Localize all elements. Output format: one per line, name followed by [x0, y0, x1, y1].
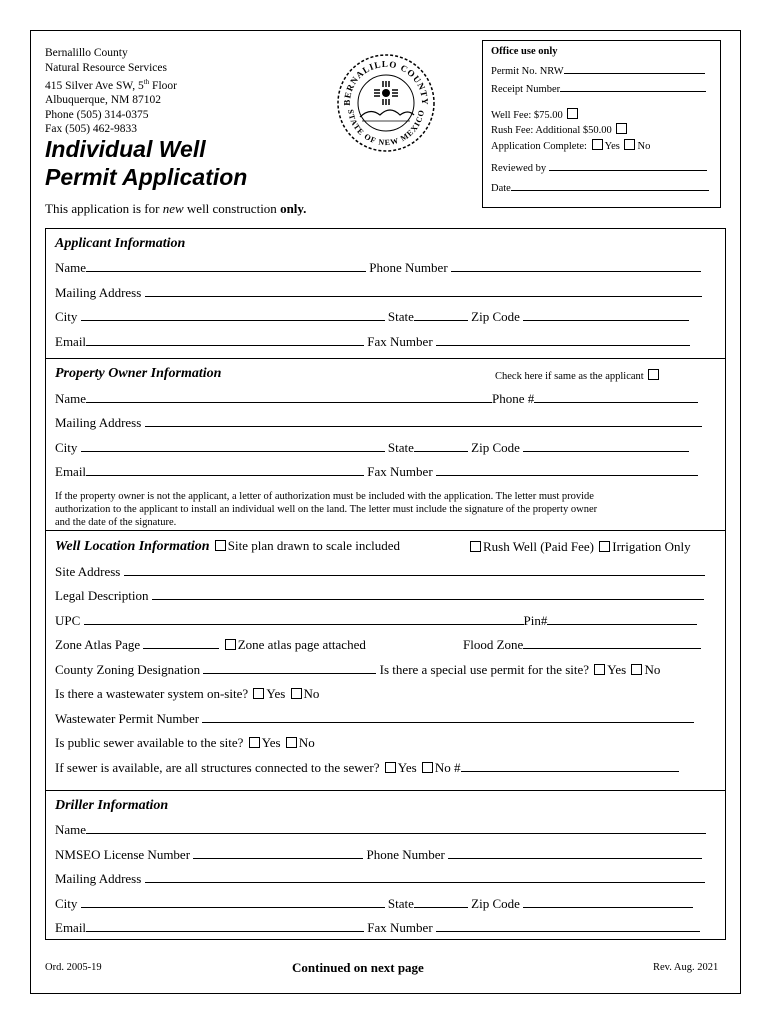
applicant-phone-field[interactable]	[451, 260, 701, 272]
public-sewer-row: Is public sewer available to the site? Yes No	[55, 735, 315, 750]
page-title: Individual Well Permit Application	[45, 136, 248, 190]
reviewed-by-row: Reviewed by	[491, 159, 712, 175]
driller-email-row: Email Fax Number	[55, 920, 717, 936]
connected-no-number-field[interactable]	[461, 760, 679, 772]
owner-name-field[interactable]	[86, 391, 492, 403]
applicant-zip-field[interactable]	[523, 309, 689, 321]
driller-license-field[interactable]	[193, 847, 363, 859]
owner-same-row: Check here if same as the applicant	[495, 369, 717, 382]
applicant-city-field[interactable]	[81, 309, 385, 321]
footer-ordinance: Ord. 2005-19	[45, 962, 102, 973]
owner-city-row: City State Zip Code	[55, 440, 717, 456]
site-plan-checkbox[interactable]	[215, 540, 226, 551]
driller-mailing-row: Mailing Address	[55, 871, 717, 887]
application-complete-row: Application Complete: Yes No	[491, 140, 651, 152]
applicant-mailing-row: Mailing Address	[55, 285, 717, 301]
driller-section	[46, 790, 725, 942]
driller-license-row: NMSEO License Number Phone Number	[55, 847, 717, 863]
reviewed-by-field[interactable]	[549, 159, 707, 171]
agency-street: 415 Silver Ave SW, 5th Floor	[45, 78, 177, 92]
location-heading-row: Well Location Information Site plan drawn to scale included	[55, 538, 400, 554]
owner-name-row: Name Phone #	[55, 391, 717, 407]
special-use-no-checkbox[interactable]	[631, 664, 642, 675]
receipt-number-row: Receipt Number	[491, 80, 712, 96]
owner-section	[46, 358, 725, 531]
wastewater-row: Is there a wastewater system on-site? Yes No	[55, 686, 320, 701]
driller-name-field[interactable]	[86, 822, 706, 834]
upc-row: UPC Pin#	[55, 613, 717, 629]
zoning-designation-field[interactable]	[203, 662, 376, 674]
site-address-field[interactable]	[124, 564, 705, 576]
zone-atlas-attached-checkbox[interactable]	[225, 639, 236, 650]
connected-no-checkbox[interactable]	[422, 762, 433, 773]
sewer-connected-row: If sewer is available, are all structures connected to the sewer? Yes No #	[55, 760, 717, 776]
application-form	[45, 228, 726, 940]
well-fee-row: Well Fee: $75.00	[491, 108, 712, 124]
driller-email-field[interactable]	[86, 920, 364, 932]
driller-state-field[interactable]	[414, 896, 468, 908]
connected-yes-checkbox[interactable]	[385, 762, 396, 773]
zone-atlas-row: Zone Atlas Page Zone atlas page attached	[55, 637, 366, 652]
owner-zip-field[interactable]	[523, 440, 689, 452]
svg-text:BERNALILLO COUNTY: BERNALILLO COUNTY	[341, 58, 431, 106]
rush-fee-row: Rush Fee: Additional $50.00	[491, 123, 712, 139]
sewer-yes-checkbox[interactable]	[249, 737, 260, 748]
sewer-no-checkbox[interactable]	[286, 737, 297, 748]
driller-zip-field[interactable]	[523, 896, 693, 908]
county-seal-logo	[336, 53, 436, 153]
applicant-state-field[interactable]	[414, 309, 468, 321]
driller-fax-field[interactable]	[436, 920, 700, 932]
office-date-row: Date	[491, 179, 712, 195]
agency-name: Bernalillo County	[45, 47, 128, 59]
owner-mailing-field[interactable]	[145, 415, 702, 427]
agency-fax: Fax (505) 462-9833	[45, 123, 137, 136]
applicant-email-field[interactable]	[86, 334, 364, 346]
driller-mailing-field[interactable]	[145, 871, 705, 883]
applicant-name-row: Name Phone Number	[55, 260, 717, 276]
site-address-row: Site Address	[55, 564, 717, 580]
upc-field[interactable]	[84, 613, 524, 625]
wastewater-permit-row: Wastewater Permit Number	[55, 711, 717, 727]
applicant-heading: Applicant Information	[55, 236, 186, 251]
location-heading: Well Location Information	[55, 539, 210, 554]
complete-yes-checkbox[interactable]	[592, 139, 603, 150]
agency-phone: Phone (505) 314-0375	[45, 108, 149, 121]
permit-number-field[interactable]	[564, 62, 705, 74]
office-date-field[interactable]	[511, 179, 709, 191]
agency-address	[45, 46, 177, 137]
rush-fee-checkbox[interactable]	[616, 123, 627, 134]
special-use-yes-checkbox[interactable]	[594, 664, 605, 675]
complete-no-checkbox[interactable]	[624, 139, 635, 150]
driller-city-row: City State Zip Code	[55, 896, 717, 912]
application-note: This application is for new well construction only.	[45, 201, 307, 216]
driller-name-row: Name	[55, 822, 717, 838]
owner-email-field[interactable]	[86, 464, 364, 476]
applicant-email-row: Email Fax Number	[55, 334, 717, 350]
legal-description-row: Legal Description	[55, 588, 717, 604]
irrigation-only-checkbox[interactable]	[599, 541, 610, 552]
applicant-name-field[interactable]	[86, 260, 366, 272]
owner-city-field[interactable]	[81, 440, 385, 452]
driller-heading: Driller Information	[55, 798, 169, 813]
pin-field[interactable]	[547, 613, 697, 625]
owner-authorization-note: If the property owner is not the applicant, a letter of authorization must be included with the application. The letter must provide authorization to the applicant to install an individual well on the land. The letter must include the signature of the property owner and the date of the signature.	[55, 491, 598, 528]
zone-atlas-page-field[interactable]	[143, 637, 219, 649]
applicant-city-row: City State Zip Code	[55, 309, 717, 325]
footer-continued: Continued on next page	[292, 960, 424, 975]
agency-division: Natural Resource Services	[45, 61, 167, 74]
owner-same-checkbox[interactable]	[648, 369, 659, 380]
location-section	[46, 530, 725, 791]
agency-city: Albuquerque, NM 87102	[45, 94, 161, 107]
office-use-box	[482, 40, 721, 208]
zoning-row: County Zoning Designation Is there a special use permit for the site? Yes No	[55, 662, 661, 677]
rush-irrigation-row: Rush Well (Paid Fee) Irrigation Only	[468, 539, 717, 555]
office-heading: Office use only	[491, 46, 558, 57]
owner-heading: Property Owner Information	[55, 366, 222, 381]
svg-text:STATE OF NEW MEXICO: STATE OF NEW MEXICO	[346, 108, 427, 148]
applicant-mailing-field[interactable]	[145, 285, 702, 297]
owner-fax-field[interactable]	[436, 464, 698, 476]
owner-mailing-row: Mailing Address	[55, 415, 717, 431]
well-fee-checkbox[interactable]	[567, 108, 578, 119]
applicant-fax-field[interactable]	[436, 334, 690, 346]
flood-zone-row: Flood Zone	[463, 637, 717, 653]
owner-state-field[interactable]	[414, 440, 468, 452]
wastewater-yes-checkbox[interactable]	[253, 688, 264, 699]
owner-phone-field[interactable]	[534, 391, 698, 403]
footer-revision: Rev. Aug. 2021	[653, 962, 719, 973]
permit-number-row: Permit No. NRW	[491, 62, 712, 78]
legal-description-field[interactable]	[152, 588, 704, 600]
owner-email-row: Email Fax Number	[55, 464, 717, 480]
flood-zone-field[interactable]	[523, 637, 701, 649]
rush-well-checkbox[interactable]	[470, 541, 481, 552]
wastewater-no-checkbox[interactable]	[291, 688, 302, 699]
receipt-number-field[interactable]	[560, 80, 706, 92]
driller-phone-field[interactable]	[448, 847, 702, 859]
driller-city-field[interactable]	[81, 896, 385, 908]
wastewater-permit-field[interactable]	[202, 711, 694, 723]
